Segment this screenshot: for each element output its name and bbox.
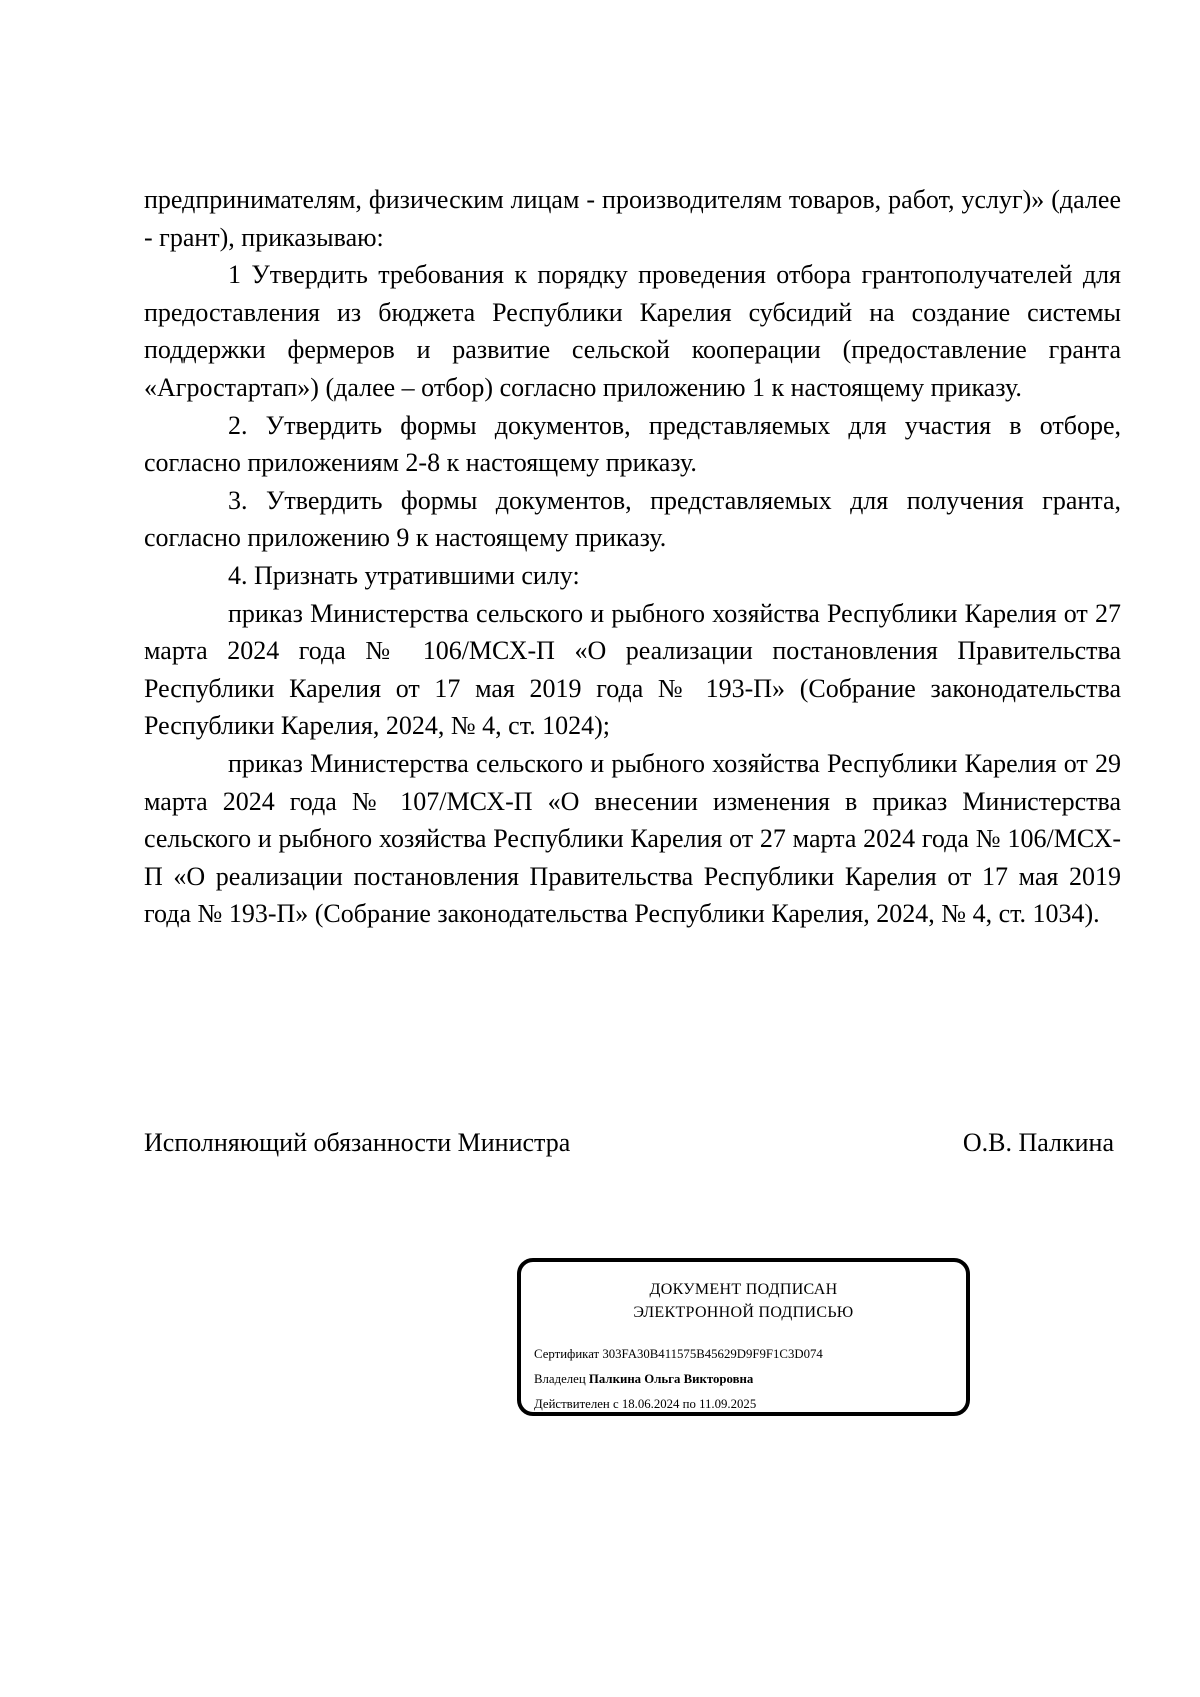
- paragraph-item-1: 1 Утвердить требования к порядку проведения отбора грантополучателей для предоставления из бюджета Республики Карелия субсидий на создание системы поддержки фермеров и развитие сельской кооперации (предоставление гранта «Агростартап») (далее – отбор) согласно приложению 1 к настоящему приказу.: [144, 260, 1121, 402]
- owner-value: Палкина Ольга Викторовна: [588, 1372, 754, 1386]
- validity-line: [534, 1392, 964, 1417]
- certificate-value: 303FA30B411575B45629D9F9F1C3D074: [602, 1347, 823, 1361]
- signatory-name: О.В. Палкина: [962, 1128, 1114, 1157]
- electronic-signature-stamp: [517, 1258, 970, 1416]
- owner-label: Владелец: [534, 1372, 586, 1386]
- paragraph-repealed-order-106: приказ Министерства сельского и рыбного хозяйства Республики Карелия от 27 марта 2024 года № 106/МСХ-П «О реализации постановления Правительства Республики Карелия от 17 мая 2019 года № 193-П» (Собрание законодательства Республики Карелия, 2024, № 4, ст. 1024);: [144, 598, 1121, 741]
- owner-line: [534, 1367, 964, 1392]
- paragraph-item-3: 3. Утвердить формы документов, представляемых для получения гранта, согласно приложению 9 к настоящему приказу.: [144, 485, 1121, 553]
- stamp-title-line-1: ДОКУМЕНТ ПОДПИСАН: [649, 1281, 838, 1298]
- valid-label: Действителен: [534, 1397, 610, 1411]
- order-text: [144, 181, 1121, 933]
- valid-to-date: 11.09.2025: [699, 1397, 757, 1411]
- stamp-details: [534, 1342, 964, 1417]
- certificate-line: [534, 1342, 964, 1367]
- valid-from-date: 18.06.2024: [621, 1397, 680, 1411]
- signature-block: [144, 1124, 1114, 1161]
- certificate-label: Сертификат: [534, 1347, 600, 1361]
- signatory-position: Исполняющий обязанности Министра: [144, 1128, 571, 1157]
- paragraph-preamble-end: предпринимателям, физическим лицам - производителям товаров, работ, услуг)» (далее - грант), приказываю:: [144, 185, 1121, 252]
- stamp-title-line-2: ЭЛЕКТРОННОЙ ПОДПИСЬЮ: [633, 1304, 854, 1321]
- valid-from-label: с: [612, 1397, 619, 1411]
- paragraph-item-4: 4. Признать утратившими силу:: [228, 560, 580, 590]
- stamp-title: [521, 1278, 966, 1324]
- paragraph-item-2: 2. Утвердить формы документов, представляемых для участия в отборе, согласно приложениям 2-8 к настоящему приказу.: [144, 410, 1121, 478]
- valid-to-label: по: [682, 1397, 696, 1411]
- paragraph-repealed-order-107: приказ Министерства сельского и рыбного хозяйства Республики Карелия от 29 марта 2024 года № 107/МСХ-П «О внесении изменения в приказ Министерства сельского и рыбного хозяйства Республики Карелия от 27 марта 2024 года № 106/МСХ-П «О реализации постановления Правительства Республики Карелия от 17 мая 2019 года № 193-П» (Собрание законодательства Республики Карелия, 2024, № 4, ст. 1034).: [144, 748, 1121, 929]
